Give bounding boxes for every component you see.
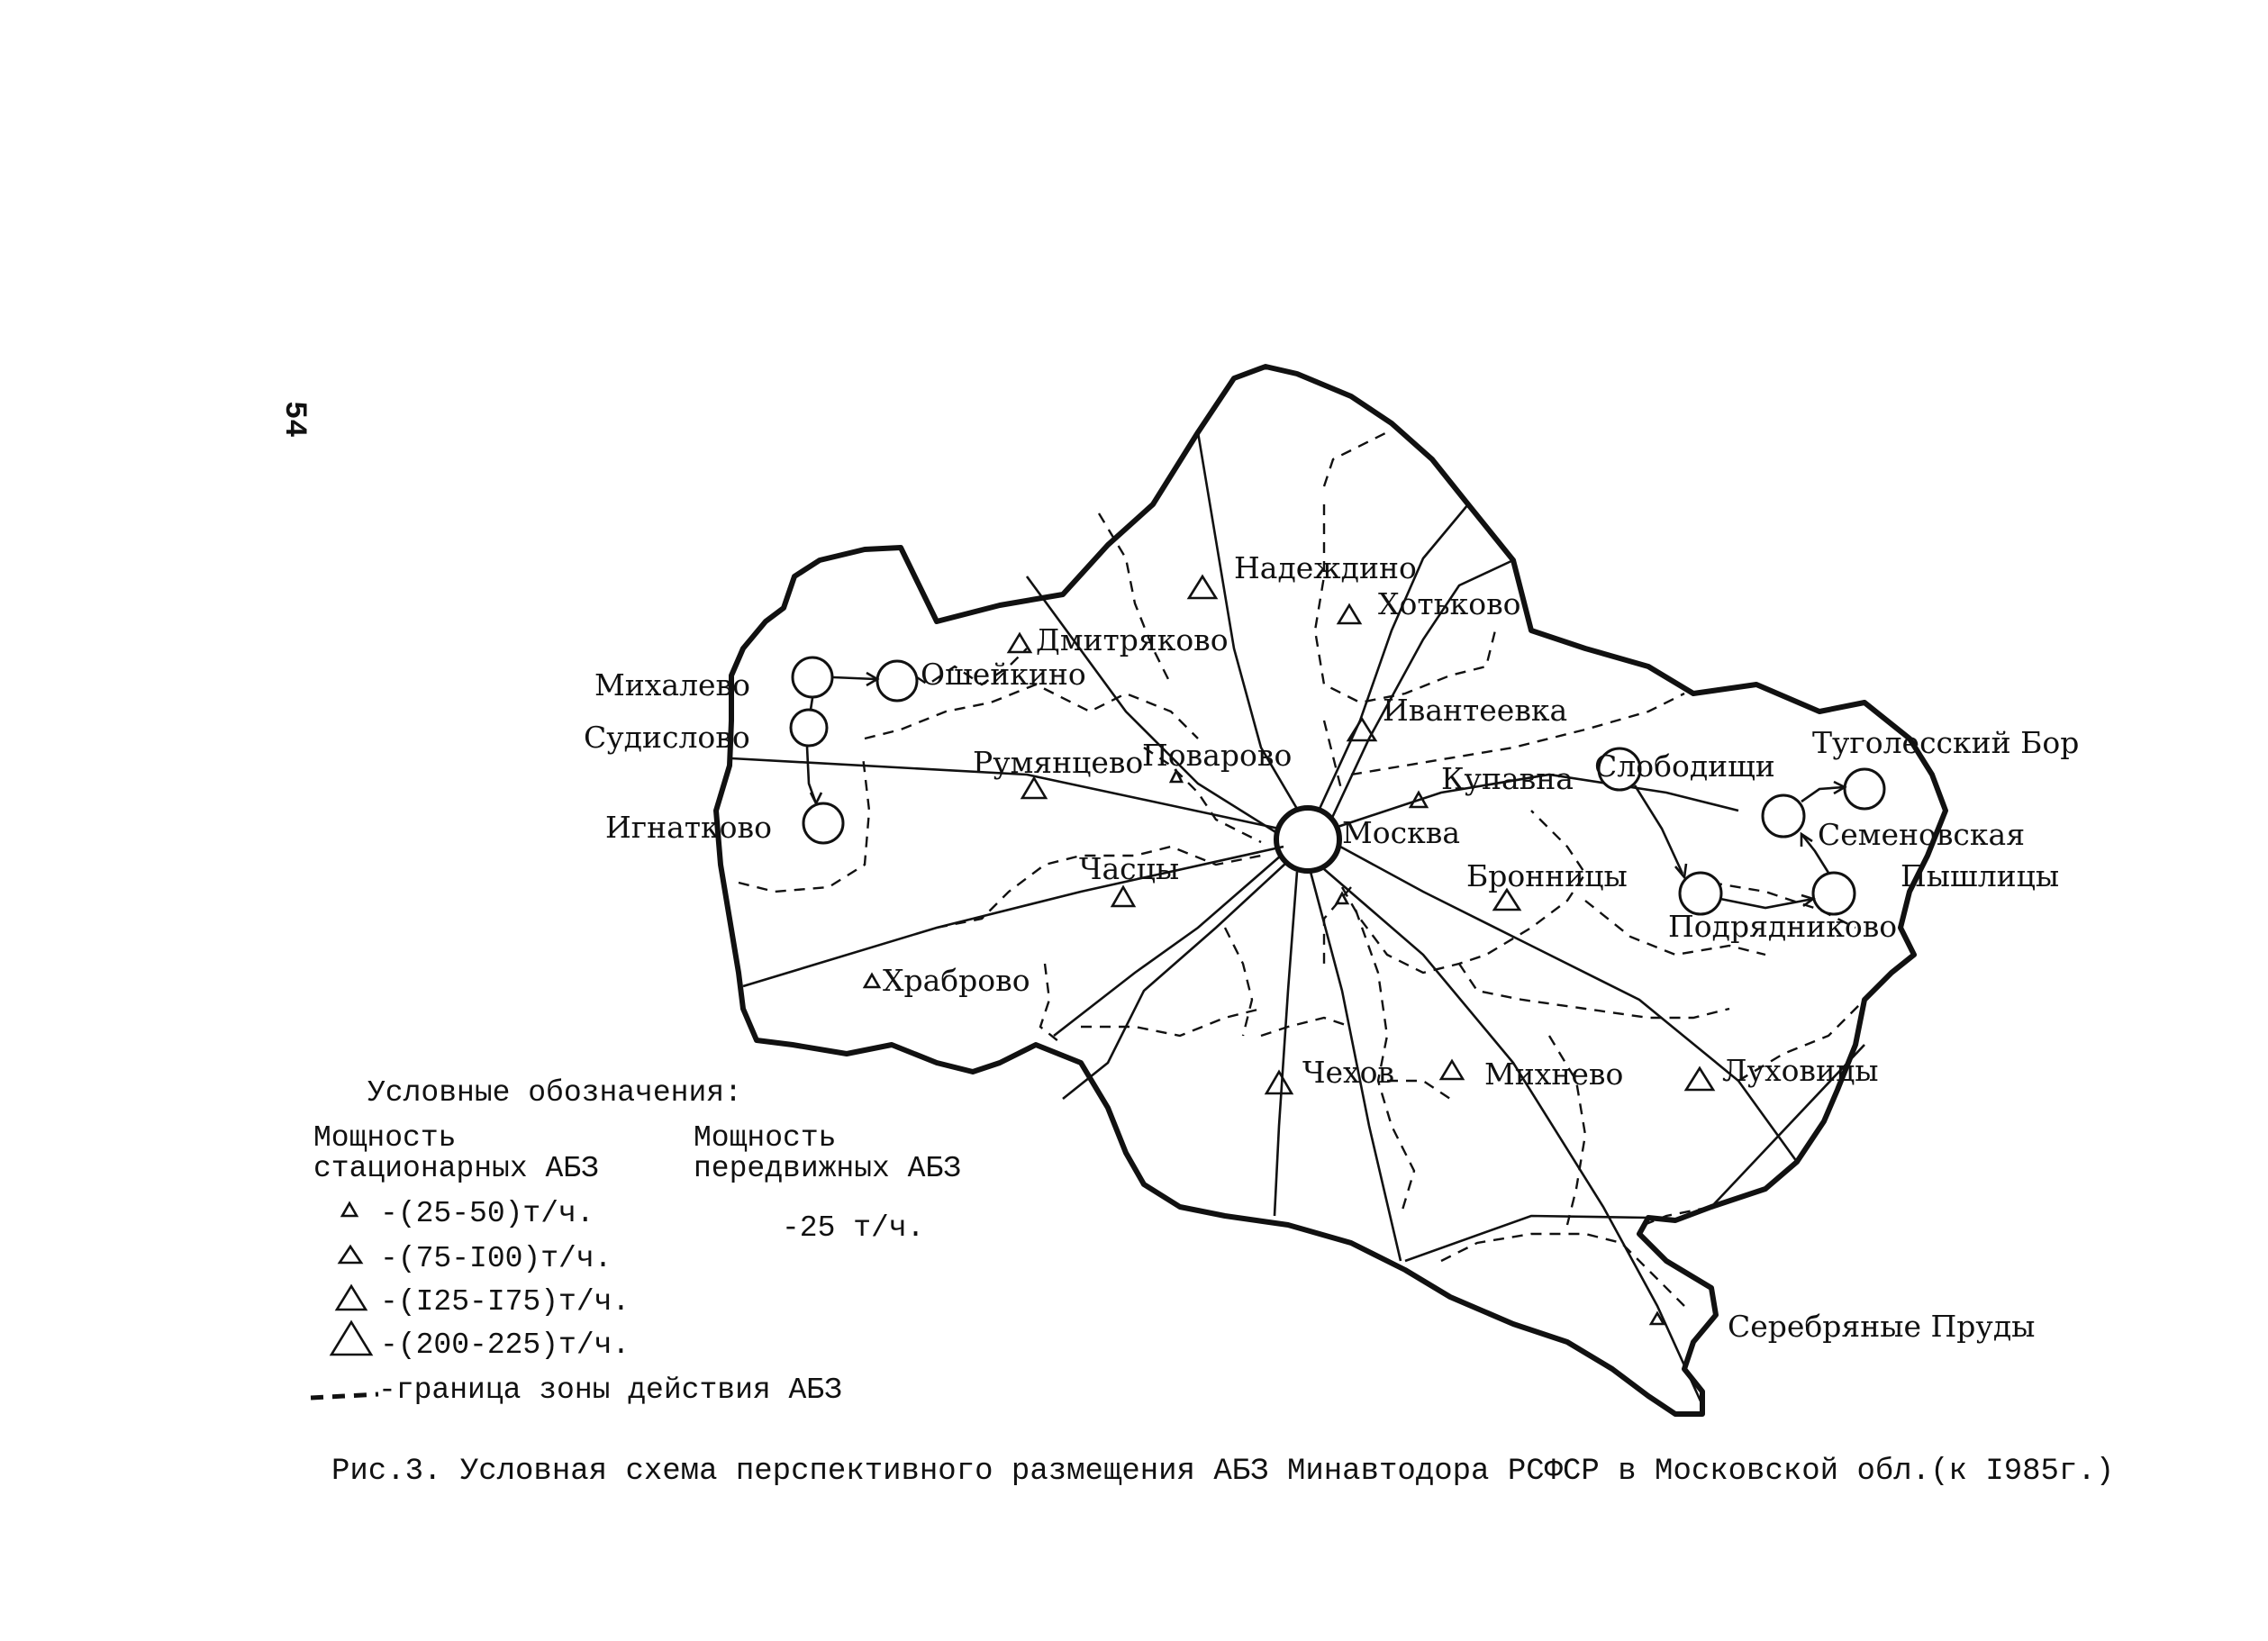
figure-caption: Рис.3. Условная схема перспективного размещения АБЗ Минавтодора РСФСР в Московской обл.(к I985г.) [331, 1455, 2115, 1489]
label-bronnitsy: Бронницы [1466, 858, 1628, 893]
mobile-abz [791, 657, 1884, 914]
mobile-abz-semenovskaya [1763, 795, 1804, 837]
label-podryadnikovo: Подрядниково [1668, 909, 1898, 944]
abz-khotkovo [1338, 605, 1360, 623]
legend-mobile-header-2: передвижных АБЗ [694, 1152, 962, 1185]
mobile-abz-mikhalevo [793, 657, 832, 697]
legend-mobile-header-1: Мощность [694, 1121, 837, 1155]
abz-nadezhdino [1189, 576, 1216, 598]
label-khotkovo: Хотьково [1378, 586, 1521, 621]
label-chasovy: Часцы [1079, 851, 1180, 886]
label-lukhovitsy: Луховицы [1722, 1053, 1879, 1088]
label-kupavna: Купавна [1441, 761, 1574, 796]
legend-triangle-1 [342, 1203, 357, 1216]
legend-stationary-header-1: Мощность [313, 1121, 457, 1155]
legend-triangle-2 [340, 1247, 361, 1263]
label-moscow: Москва [1342, 815, 1461, 850]
label-dmitryakovo: Дмитряково [1036, 622, 1229, 657]
label-mikhnevo: Михнево [1484, 1056, 1624, 1092]
legend-mobile-value: -25 т/ч. [782, 1211, 925, 1245]
legend-stationary-header-2: стационарных АБЗ [313, 1152, 599, 1185]
mobile-abz-tugolessky-bor [1845, 769, 1884, 809]
abz-chasovy [1112, 887, 1134, 906]
mobile-abz-osheikino [877, 661, 917, 701]
legend-triangle-3 [337, 1286, 366, 1310]
label-chekhov: Чехов [1302, 1055, 1395, 1090]
label-pyshlitsy: Пышлицы [1901, 858, 2060, 893]
legend-title: Условные обозначения: [367, 1076, 742, 1110]
region-outline [716, 367, 1946, 1414]
abz-chekhov [1266, 1072, 1292, 1093]
label-ignatkovo: Игнатково [605, 810, 772, 845]
label-semenovskaya: Семеновская [1818, 817, 2026, 852]
label-povarovo: Поварово [1142, 738, 1293, 773]
legend-item-1: -(25-50)т/ч. [380, 1197, 594, 1230]
label-tugolessky-bor: Туголесский Бор [1812, 725, 2080, 760]
mobile-abz-ignatkovo [803, 803, 843, 843]
label-ivanteevka: Ивантеевка [1383, 693, 1568, 728]
abz-lukhovitsy [1686, 1068, 1713, 1090]
label-mikhalevo: Михалево [594, 667, 751, 703]
label-rumyantsevo: Румянцево [973, 745, 1144, 780]
legend-item-2: -(75-I00)т/ч. [380, 1242, 612, 1275]
label-sudislovo: Судислово [584, 720, 750, 755]
moscow-circle [1276, 808, 1339, 871]
legend-item-4: -(200-225)т/ч. [380, 1328, 631, 1362]
legend [311, 1076, 961, 1407]
label-serebryanye-prudy: Серебряные Пруды [1728, 1309, 2036, 1344]
legend-item-3: -(I25-I75)т/ч. [380, 1285, 631, 1319]
label-khrabrovo: Храброво [883, 963, 1030, 998]
abz-mikhnevo [1441, 1061, 1463, 1079]
mobile-abz-sudislovo [791, 710, 827, 746]
label-osheikino: Ошейкино [921, 657, 1086, 692]
legend-triangle-4 [331, 1322, 371, 1355]
abz-khrabrovo [865, 975, 879, 987]
label-slobodishchi: Слободищи [1594, 748, 1775, 784]
page-number: 54 [277, 401, 311, 438]
legend-dash-sample [311, 1394, 378, 1398]
legend-boundary-label: -граница зоны действия АБЗ [378, 1374, 842, 1407]
label-nadezhdino: Надеждино [1234, 550, 1417, 585]
abz-rumyantsevo [1022, 778, 1046, 798]
